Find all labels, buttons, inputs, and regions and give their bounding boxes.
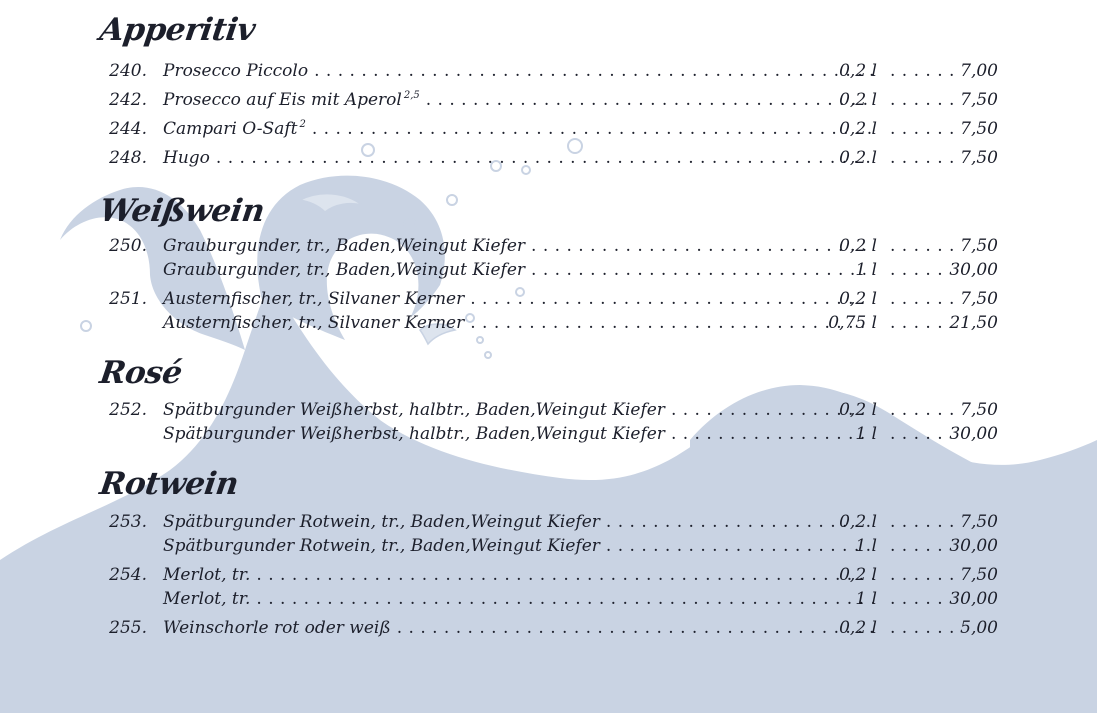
item-name-text: Prosecco auf Eis mit Aperol (163, 90, 402, 110)
price-dot-leader (890, 117, 960, 141)
item-name (163, 510, 606, 534)
price-dot-leader (890, 510, 960, 534)
item-name (163, 287, 470, 311)
item-price: 7,50 (960, 236, 998, 256)
item-name-text: Spätburgunder Rotwein, tr., Baden,Weingut Kiefer (163, 536, 600, 556)
item-volume: 0,2 l (839, 236, 877, 256)
item-name (163, 422, 671, 446)
item-number: 244. (109, 119, 147, 139)
item-number: 252. (109, 400, 147, 420)
section-title: Rotwein (97, 466, 241, 502)
section-title: Rosé (97, 355, 185, 391)
item-name-text: Austernfischer, tr., Silvaner Kerner (163, 313, 465, 333)
item-name (163, 398, 671, 422)
menu-item-row (0, 59, 1097, 83)
item-name (163, 146, 216, 170)
item-price: 7,50 (960, 90, 998, 110)
item-volume: 0,2 l (839, 512, 877, 532)
menu-item-row (0, 422, 1097, 446)
item-name (163, 117, 312, 141)
menu-item-row (0, 398, 1097, 422)
item-name (163, 587, 256, 611)
price-dot-leader (890, 88, 960, 112)
menu-item-row (0, 510, 1097, 534)
item-volume: 0,2 l (839, 119, 877, 139)
item-name-text: Grauburgunder, tr., Baden,Weingut Kiefer (163, 260, 526, 280)
item-volume: 0,2 l (839, 565, 877, 585)
item-number: 248. (109, 148, 147, 168)
item-number: 253. (109, 512, 147, 532)
item-volume: 0,2 l (839, 61, 877, 81)
item-name (163, 563, 256, 587)
item-name (163, 534, 606, 558)
item-volume: 1 l (855, 589, 877, 609)
price-dot-leader (890, 258, 949, 282)
item-price: 30,00 (949, 536, 998, 556)
menu-item-row (0, 117, 1097, 141)
item-name-text: Austernfischer, tr., Silvaner Kerner (163, 289, 465, 309)
item-price: 30,00 (949, 424, 998, 444)
item-volume: 0,2 l (839, 618, 877, 638)
item-number: 254. (109, 565, 147, 585)
price-dot-leader (890, 146, 960, 170)
item-name (163, 258, 531, 282)
item-price: 7,50 (960, 289, 998, 309)
item-price: 7,50 (960, 512, 998, 532)
menu-item-row (0, 146, 1097, 170)
item-name-text: Spätburgunder Rotwein, tr., Baden,Weingut Kiefer (163, 512, 600, 532)
item-volume: 1 l (855, 424, 877, 444)
item-volume: 0,2 l (839, 148, 877, 168)
price-dot-leader (890, 234, 960, 258)
additive-footnote: 2 (299, 119, 306, 130)
price-dot-leader (890, 398, 960, 422)
item-name (163, 616, 397, 640)
item-price: 7,50 (960, 148, 998, 168)
item-price: 7,00 (960, 61, 998, 81)
item-volume: 1 l (855, 260, 877, 280)
item-name (163, 88, 426, 112)
price-dot-leader (890, 616, 960, 640)
item-price: 7,50 (960, 400, 998, 420)
item-name-text: Prosecco Piccolo (163, 61, 309, 81)
menu-item-row (0, 534, 1097, 558)
price-dot-leader (890, 311, 949, 335)
price-dot-leader (890, 563, 960, 587)
item-name-text: Campari O-Saft (163, 119, 298, 139)
price-dot-leader (890, 422, 949, 446)
price-dot-leader (890, 59, 960, 83)
menu-item-row (0, 563, 1097, 587)
item-name-text: Spätburgunder Weißherbst, halbtr., Baden,Weingut Kiefer (163, 400, 665, 420)
item-price: 30,00 (949, 260, 998, 280)
item-name (163, 311, 470, 335)
item-volume: 0,2 l (839, 289, 877, 309)
section-title: Weißwein (97, 193, 267, 229)
menu-item-row (0, 287, 1097, 311)
menu-item-row (0, 311, 1097, 335)
menu-item-row (0, 616, 1097, 640)
price-dot-leader (890, 287, 960, 311)
item-price: 5,00 (960, 618, 998, 638)
item-number: 240. (109, 61, 147, 81)
item-name (163, 234, 531, 258)
menu-item-row (0, 234, 1097, 258)
item-name-text: Merlot, tr. (163, 565, 251, 585)
additive-footnote: 2,5 (403, 90, 420, 101)
price-dot-leader (890, 587, 949, 611)
section-title: Apperitiv (97, 12, 258, 48)
item-name-text: Weinschorle rot oder weiß (163, 618, 391, 638)
item-volume: 0,2 l (839, 90, 877, 110)
item-price: 30,00 (949, 589, 998, 609)
item-name (163, 59, 314, 83)
price-dot-leader (890, 534, 949, 558)
item-price: 7,50 (960, 119, 998, 139)
item-volume: 0,75 l (828, 313, 877, 333)
item-name-text: Grauburgunder, tr., Baden,Weingut Kiefer (163, 236, 526, 256)
item-name-text: Spätburgunder Weißherbst, halbtr., Baden,Weingut Kiefer (163, 424, 665, 444)
menu-item-row (0, 258, 1097, 282)
item-number: 242. (109, 90, 147, 110)
item-number: 251. (109, 289, 147, 309)
item-volume: 1 l (855, 536, 877, 556)
item-volume: 0,2 l (839, 400, 877, 420)
item-number: 250. (109, 236, 147, 256)
menu-item-row (0, 587, 1097, 611)
item-price: 7,50 (960, 565, 998, 585)
item-name-text: Merlot, tr. (163, 589, 251, 609)
item-price: 21,50 (949, 313, 998, 333)
menu-item-row (0, 88, 1097, 112)
item-name-text: Hugo (163, 148, 210, 168)
item-number: 255. (109, 618, 147, 638)
